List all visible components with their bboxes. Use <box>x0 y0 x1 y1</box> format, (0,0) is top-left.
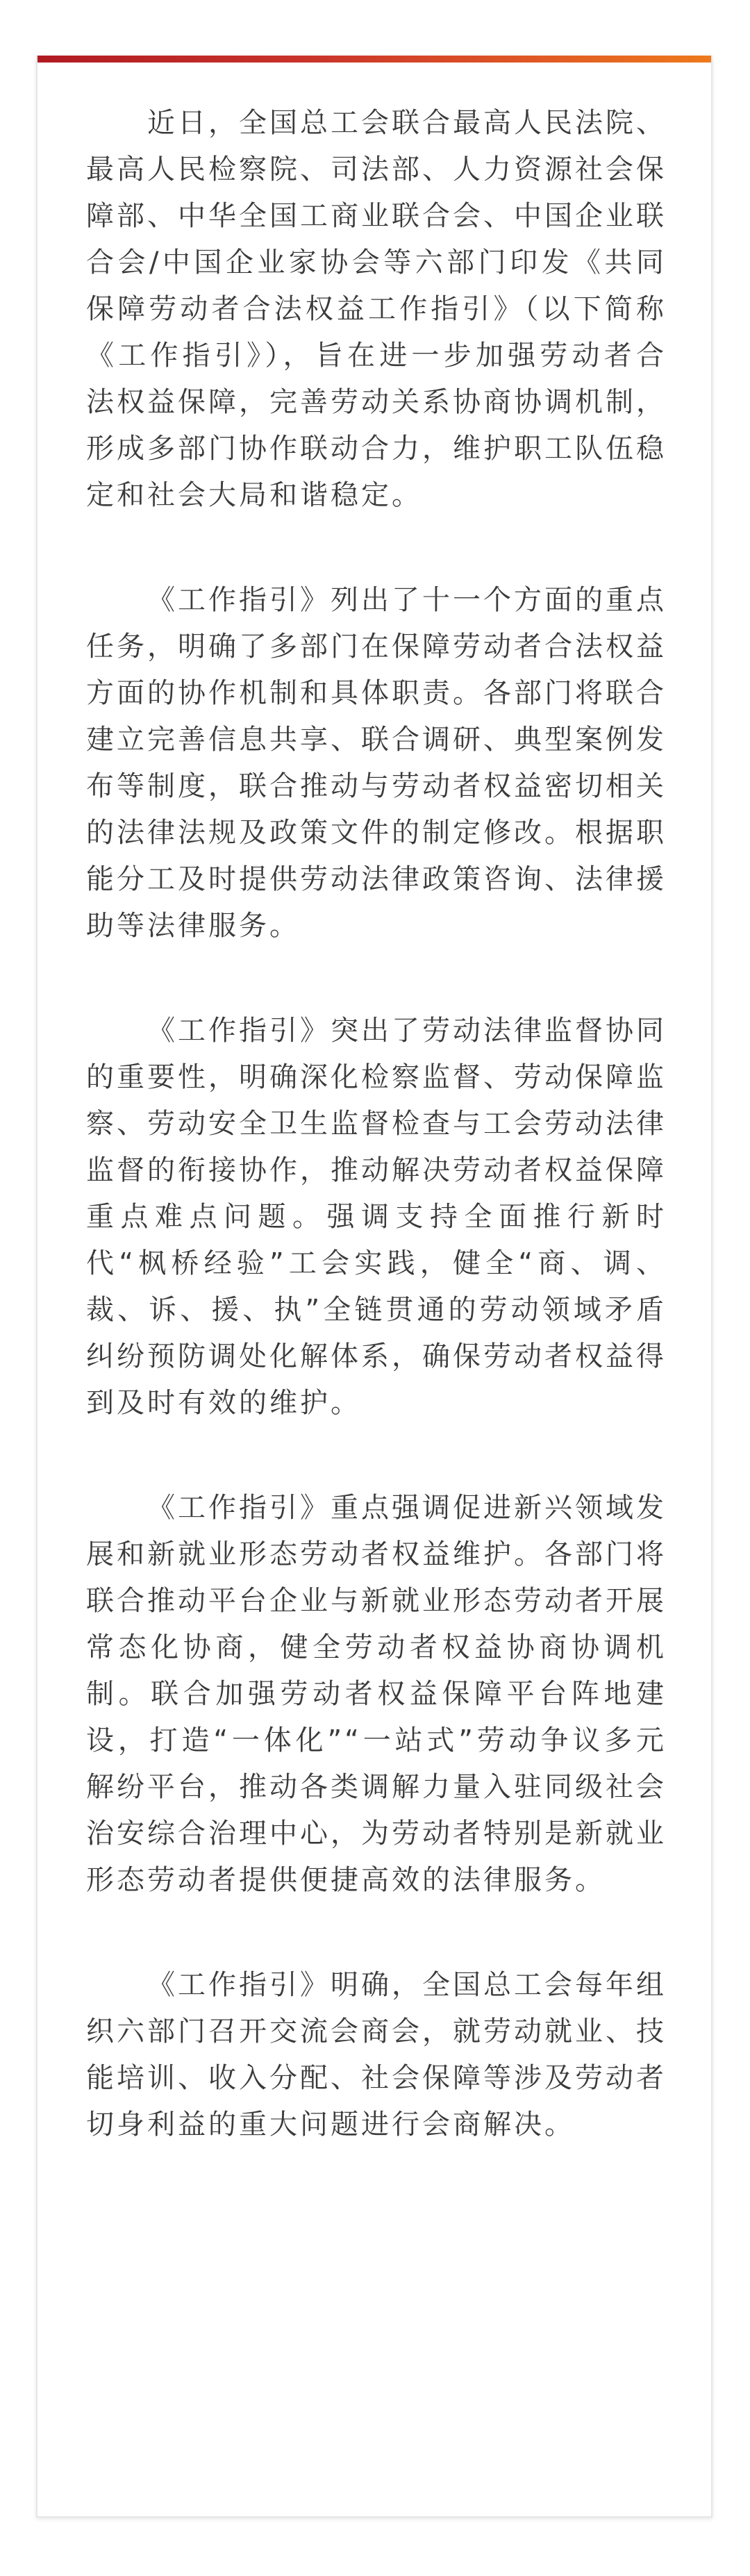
paragraph-new-employment: 《工作指引》重点强调促进新兴领域发展和新就业形态劳动者权益维护。各部门将联合推动平台企业与新就业形态劳动者开展常态化协商，健全劳动者权益协商协调机制。联合加强劳动者权益保障平台阵地建设，打造“一体化”“一站式”劳动争议多元解纷平台，推动各类调解力量入驻同级社会治安综合治理中心，为劳动者特别是新就业形态劳动者提供便捷高效的法律服务。 <box>86 1492 667 1896</box>
article-body <box>86 100 667 2148</box>
paragraph-legal-supervision: 《工作指引》突出了劳动法律监督协同的重要性，明确深化检察监督、劳动保障监察、劳动安全卫生监督检查与工会劳动法律监督的衔接协作，推动解决劳动者权益保障重点难点问题。强调支持全面推行新时代“枫桥经验”工会实践，健全“商、调、裁、诉、援、执”全链贯通的劳动领域矛盾纠纷预防调处化解体系，确保劳动者权益得到及时有效的维护。 <box>86 1015 667 1419</box>
article-card <box>36 56 712 2518</box>
paragraph-intro: 近日，全国总工会联合最高人民法院、最高人民检察院、司法部、人力资源社会保障部、中华全国工商业联合会、中国企业联合会/中国企业家协会等六部门印发《共同保障劳动者合法权益工作指引》（以下简称《工作指引》），旨在进一步加强劳动者合法权益保障，完善劳动关系协商协调机制，形成多部门协作联动合力，维护职工队伍稳定和社会大局和谐稳定。 <box>86 107 667 511</box>
paragraph-key-tasks: 《工作指引》列出了十一个方面的重点任务，明确了多部门在保障劳动者合法权益方面的协作机制和具体职责。各部门将联合建立完善信息共享、联合调研、典型案例发布等制度，联合推动与劳动者权益密切相关的法律法规及政策文件的制定修改。根据职能分工及时提供劳动法律政策咨询、法律援助等法律服务。 <box>86 584 667 942</box>
paragraph-consultation: 《工作指引》明确，全国总工会每年组织六部门召开交流会商会，就劳动就业、技能培训、收入分配、社会保障等涉及劳动者切身利益的重大问题进行会商解决。 <box>86 1969 667 2141</box>
top-band <box>0 0 750 58</box>
accent-bar <box>38 56 711 63</box>
